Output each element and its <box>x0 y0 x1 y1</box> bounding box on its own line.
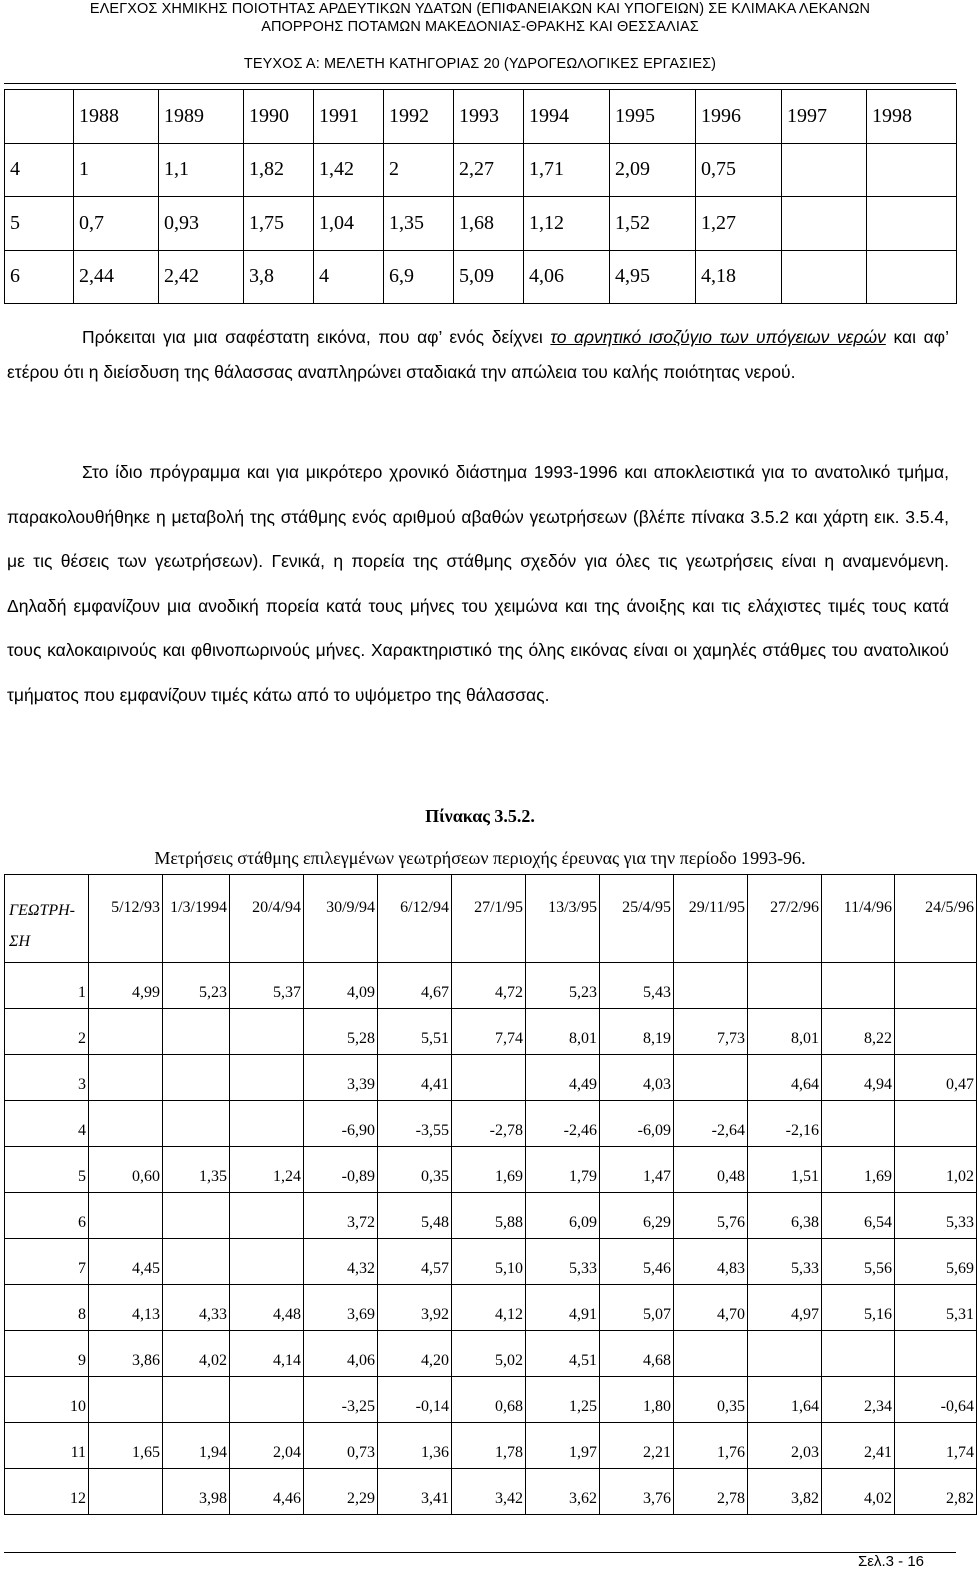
table2-cell <box>89 1009 163 1055</box>
table2-row <box>5 1331 977 1377</box>
table2-cell <box>163 1377 230 1423</box>
table2-cell <box>89 1193 163 1239</box>
table2-row <box>5 1285 977 1331</box>
table2-cell: 3,76 <box>600 1469 674 1515</box>
table2-cell <box>230 1377 304 1423</box>
table2-cell: 3,86 <box>89 1331 163 1377</box>
table2-cell: 5,51 <box>378 1009 452 1055</box>
table2-cell: 3,92 <box>378 1285 452 1331</box>
table2-cell: 0,35 <box>378 1147 452 1193</box>
table2-cell: 7,74 <box>452 1009 526 1055</box>
table2-cell: 5,23 <box>163 963 230 1009</box>
table2-cell: -0,64 <box>895 1377 977 1423</box>
table2-cell <box>163 1101 230 1147</box>
header-line-3: ΤΕΥΧΟΣ Α: ΜΕΛΕΤΗ ΚΑΤΗΓΟΡΙΑΣ 20 (ΥΔΡΟΓΕΩΛΟΓΙΚΕΣ ΕΡΓΑΣΙΕΣ) <box>243 56 717 72</box>
table2-cell: 5,02 <box>452 1331 526 1377</box>
table2-cell <box>895 963 977 1009</box>
table2-cell <box>822 963 895 1009</box>
table2-cell: -2,78 <box>452 1101 526 1147</box>
table1-cell <box>5 90 74 144</box>
table1-cell: 1998 <box>867 90 957 144</box>
table1-cell: 1988 <box>74 90 159 144</box>
table2-cell: 4,03 <box>600 1055 674 1101</box>
table1-cell: 2,27 <box>454 143 524 197</box>
table1-cell: 5 <box>5 197 74 251</box>
water-level-by-year-table <box>4 89 957 304</box>
table2-header-date: 6/12/94 <box>378 875 452 963</box>
table1-cell: 1995 <box>610 90 696 144</box>
table2-cell: 4,02 <box>822 1469 895 1515</box>
table2-cell <box>163 1009 230 1055</box>
table2-cell: 4,33 <box>163 1285 230 1331</box>
table2-cell: 4,91 <box>526 1285 600 1331</box>
table1-cell: 0,75 <box>696 143 782 197</box>
table2-cell: 4,72 <box>452 963 526 1009</box>
table1-cell: 4 <box>5 143 74 197</box>
table2-cell: 4,70 <box>674 1285 748 1331</box>
table2-cell: 5,76 <box>674 1193 748 1239</box>
table2-cell: 3,41 <box>378 1469 452 1515</box>
table2-header-date: 13/3/95 <box>526 875 600 963</box>
table1-cell: 1,68 <box>454 197 524 251</box>
table2-cell <box>89 1469 163 1515</box>
table2-cell: 4,97 <box>748 1285 822 1331</box>
table2-cell: 3,39 <box>304 1055 378 1101</box>
table1-cell: 2 <box>384 143 454 197</box>
table1-cell: 4 <box>314 250 384 304</box>
table2-cell <box>822 1101 895 1147</box>
table1-cell: 6 <box>5 250 74 304</box>
table1-cell: 1994 <box>524 90 610 144</box>
table2-cell: 4,94 <box>822 1055 895 1101</box>
table2-header-date: 27/1/95 <box>452 875 526 963</box>
table2-borehole-id: 12 <box>5 1469 89 1515</box>
table2-cell: 4,12 <box>452 1285 526 1331</box>
table2-cell <box>163 1193 230 1239</box>
table2-header-label: ΓΕΩΤΡΗ-ΣΗ <box>5 875 89 963</box>
table2-header-date: 27/2/96 <box>748 875 822 963</box>
table2-cell: 0,35 <box>674 1377 748 1423</box>
table2-row <box>5 1377 977 1423</box>
table2-cell: 5,46 <box>600 1239 674 1285</box>
page-number: Σελ.3 - 16 <box>858 1553 924 1570</box>
table2-cell: 4,41 <box>378 1055 452 1101</box>
table2-cell: 1,76 <box>674 1423 748 1469</box>
table1-cell <box>867 143 957 197</box>
table2-cell: 1,47 <box>600 1147 674 1193</box>
table2-cell: 3,98 <box>163 1469 230 1515</box>
borehole-level-table <box>4 874 977 1515</box>
table1-cell: 1997 <box>782 90 867 144</box>
table2-cell: 1,79 <box>526 1147 600 1193</box>
paragraph1-underlined: το αρνητικό ισοζύγιο των υπόγειων νερών <box>550 327 886 347</box>
table2-cell <box>230 1193 304 1239</box>
table2-cell: 5,37 <box>230 963 304 1009</box>
table2-cell <box>895 1101 977 1147</box>
table2-cell <box>89 1101 163 1147</box>
table2-cell: -2,46 <box>526 1101 600 1147</box>
table2-cell: 4,06 <box>304 1331 378 1377</box>
table2-cell: 1,36 <box>378 1423 452 1469</box>
table2-cell: 1,35 <box>163 1147 230 1193</box>
table2-header-date: 30/9/94 <box>304 875 378 963</box>
table2-cell <box>230 1101 304 1147</box>
table2-row <box>5 1147 977 1193</box>
table1-cell: 1,42 <box>314 143 384 197</box>
table2-borehole-id: 1 <box>5 963 89 1009</box>
paragraph-monitoring: Στο ίδιο πρόγραμμα και για μικρότερο χρονικό διάστημα 1993-1996 και αποκλειστικά για το ανατολικό τμήμα, παρακολουθήθηκε η μεταβολή της στάθμης ενός αριθμού αβαθών γεωτρήσεων (βλέπε πίνακα 3.5.2 και χάρτη εικ. 3.5.4, με τις θέσεις των γεωτρήσεων). Γενικά, η πορεία της στάθμης σχεδόν για όλες τις γεωτρήσεις είναι η αναμενόμενη. Δηλαδή εμφανίζουν μια ανοδική πορεία κατά τους μήνες του χειμώνα και της άνοιξης και τις ελάχιστες τιμές τους κατά τους καλοκαιρινούς και φθινοπωρινούς μήνες. Χαρακτηριστικό της όλης εικόνας είναι οι χαμηλές στάθμες του ανατολικού τμήματος που εμφανίζουν τιμές κάτω από το υψόμετρο της θάλασσας. <box>7 462 949 705</box>
table2-cell <box>748 1331 822 1377</box>
table2-borehole-id: 7 <box>5 1239 89 1285</box>
table2-cell: 4,64 <box>748 1055 822 1101</box>
table2-cell: 6,29 <box>600 1193 674 1239</box>
table1-cell: 1,82 <box>244 143 314 197</box>
table2-borehole-id: 3 <box>5 1055 89 1101</box>
paragraph1-part2: και αφ’ ετέρου ότι η διείσδυση της θάλασσας αναπληρώνει σταδιακά την απώλεια του καλής ποιότητας νερού. <box>7 327 949 382</box>
table2-row <box>5 1055 977 1101</box>
table2-cell: 4,32 <box>304 1239 378 1285</box>
table2-cell: -3,25 <box>304 1377 378 1423</box>
table2-cell <box>822 1331 895 1377</box>
table2-cell: 4,83 <box>674 1239 748 1285</box>
table2-cell: 7,73 <box>674 1009 748 1055</box>
table2-cell: -6,09 <box>600 1101 674 1147</box>
table2-cell: 4,45 <box>89 1239 163 1285</box>
table1-cell: 1 <box>74 143 159 197</box>
table2-borehole-id: 8 <box>5 1285 89 1331</box>
table1-cell: 1992 <box>384 90 454 144</box>
table2-cell: 4,48 <box>230 1285 304 1331</box>
table2-borehole-id: 9 <box>5 1331 89 1377</box>
table2-cell: 5,07 <box>600 1285 674 1331</box>
table2-row <box>5 1009 977 1055</box>
table2-row <box>5 1423 977 1469</box>
table1-cell <box>867 250 957 304</box>
table2-cell: 2,41 <box>822 1423 895 1469</box>
table2-cell: -3,55 <box>378 1101 452 1147</box>
table2-cell: 3,82 <box>748 1469 822 1515</box>
table2-cell <box>163 1055 230 1101</box>
table2-cell: 4,14 <box>230 1331 304 1377</box>
table1-cell: 1,35 <box>384 197 454 251</box>
table2-cell: 2,03 <box>748 1423 822 1469</box>
table2-cell: 6,09 <box>526 1193 600 1239</box>
table2-cell: 0,47 <box>895 1055 977 1101</box>
table1-cell <box>782 250 867 304</box>
table2-row <box>5 1193 977 1239</box>
table1-cell: 2,42 <box>159 250 244 304</box>
table2-header-date: 20/4/94 <box>230 875 304 963</box>
table2-cell: 8,19 <box>600 1009 674 1055</box>
table2-cell: 4,13 <box>89 1285 163 1331</box>
table2-cell: 1,78 <box>452 1423 526 1469</box>
table2-cell: 1,51 <box>748 1147 822 1193</box>
table2-title: Πίνακας 3.5.2. <box>425 806 535 826</box>
table1-row <box>5 250 957 304</box>
table1-cell: 1,1 <box>159 143 244 197</box>
table2-cell: -2,16 <box>748 1101 822 1147</box>
table2-header-date: 24/5/96 <box>895 875 977 963</box>
table1-body <box>5 90 957 304</box>
table2-cell: 4,99 <box>89 963 163 1009</box>
table2-cell <box>89 1055 163 1101</box>
table1-cell: 1990 <box>244 90 314 144</box>
table2-cell: 1,25 <box>526 1377 600 1423</box>
table2-cell: 4,20 <box>378 1331 452 1377</box>
table2-borehole-id: 11 <box>5 1423 89 1469</box>
table1-header-row <box>5 90 957 144</box>
table1-cell: 4,18 <box>696 250 782 304</box>
table2-cell: 0,48 <box>674 1147 748 1193</box>
table2-cell: 2,04 <box>230 1423 304 1469</box>
table2-cell: 1,65 <box>89 1423 163 1469</box>
table2-header-date: 1/3/1994 <box>163 875 230 963</box>
table2-cell: 1,74 <box>895 1423 977 1469</box>
table2-cell: -6,90 <box>304 1101 378 1147</box>
table1-cell: 1,27 <box>696 197 782 251</box>
table2-cell: -0,89 <box>304 1147 378 1193</box>
table2-cell: -2,64 <box>674 1101 748 1147</box>
table2-header-date: 25/4/95 <box>600 875 674 963</box>
table1-cell: 1,52 <box>610 197 696 251</box>
header-line-1: ΕΛΕΓΧΟΣ ΧΗΜΙΚΗΣ ΠΟΙΟΤΗΤΑΣ ΑΡΔΕΥΤΙΚΩΝ ΥΔΑΤΩΝ (ΕΠΙΦΑΝΕΙΑΚΩΝ ΚΑΙ ΥΠΟΓΕΙΩΝ) ΣΕ ΚΛΙΜΑΚΑ ΛΕΚΑΝΩΝ <box>89 1 871 17</box>
table2-cell: 1,80 <box>600 1377 674 1423</box>
table2-cell <box>674 963 748 1009</box>
table2-borehole-id: 6 <box>5 1193 89 1239</box>
table2-cell: 1,69 <box>452 1147 526 1193</box>
table2-cell: 5,33 <box>895 1193 977 1239</box>
table2-row <box>5 963 977 1009</box>
table1-cell <box>867 197 957 251</box>
table1-cell <box>782 143 867 197</box>
table2-cell: 2,21 <box>600 1423 674 1469</box>
table2-cell <box>895 1009 977 1055</box>
table2-cell: 5,69 <box>895 1239 977 1285</box>
table2-borehole-id: 5 <box>5 1147 89 1193</box>
header-line-2: ΑΠΟΡΡΟΗΣ ΠΟΤΑΜΩΝ ΜΑΚΕΔΟΝΙΑΣ-ΘΡΑΚΗΣ ΚΑΙ ΘΕΣΣΑΛΙΑΣ <box>261 19 699 35</box>
table2-cell: 1,97 <box>526 1423 600 1469</box>
table2-cell: 3,42 <box>452 1469 526 1515</box>
table2-body <box>5 875 977 1515</box>
table2-header-date: 29/11/95 <box>674 875 748 963</box>
table2-cell: 4,57 <box>378 1239 452 1285</box>
table2-header-date: 5/12/93 <box>89 875 163 963</box>
table2-cell: 1,64 <box>748 1377 822 1423</box>
table2-cell: 5,10 <box>452 1239 526 1285</box>
table2-cell: 8,22 <box>822 1009 895 1055</box>
table1-cell: 1,12 <box>524 197 610 251</box>
table2-cell: 5,28 <box>304 1009 378 1055</box>
table2-cell: 8,01 <box>748 1009 822 1055</box>
table1-cell: 0,93 <box>159 197 244 251</box>
table2-cell: 2,78 <box>674 1469 748 1515</box>
table2-cell: 4,67 <box>378 963 452 1009</box>
table1-cell: 1,71 <box>524 143 610 197</box>
table2-header-row <box>5 875 977 963</box>
table1-cell: 2,44 <box>74 250 159 304</box>
table1-cell: 4,06 <box>524 250 610 304</box>
table2-cell: 3,62 <box>526 1469 600 1515</box>
table2-cell <box>163 1239 230 1285</box>
table1-cell: 1,75 <box>244 197 314 251</box>
table2-cell: 6,54 <box>822 1193 895 1239</box>
table2-borehole-id: 4 <box>5 1101 89 1147</box>
table2-cell <box>674 1055 748 1101</box>
table2-cell <box>230 1055 304 1101</box>
table2-cell: 3,72 <box>304 1193 378 1239</box>
table2-cell: 1,02 <box>895 1147 977 1193</box>
paragraph1-part1: Πρόκειται για μια σαφέστατη εικόνα, που αφ’ ενός δείχνει <box>82 327 551 347</box>
table1-cell: 1989 <box>159 90 244 144</box>
table2-cell: 4,46 <box>230 1469 304 1515</box>
table2-cell: 5,88 <box>452 1193 526 1239</box>
table1-cell: 1996 <box>696 90 782 144</box>
table1-cell: 6,9 <box>384 250 454 304</box>
table2-cell: 5,56 <box>822 1239 895 1285</box>
table2-cell <box>674 1331 748 1377</box>
table2-cell: 5,48 <box>378 1193 452 1239</box>
table2-cell: 4,49 <box>526 1055 600 1101</box>
table2-cell: 4,51 <box>526 1331 600 1377</box>
table2-cell <box>89 1377 163 1423</box>
table2-cell: 1,24 <box>230 1147 304 1193</box>
header-divider <box>4 83 956 84</box>
table2-borehole-id: 2 <box>5 1009 89 1055</box>
table1-row <box>5 197 957 251</box>
table1-cell: 0,7 <box>74 197 159 251</box>
table1-row <box>5 143 957 197</box>
table1-cell: 1,04 <box>314 197 384 251</box>
table2-cell: -0,14 <box>378 1377 452 1423</box>
table2-cell: 5,31 <box>895 1285 977 1331</box>
table2-cell <box>895 1331 977 1377</box>
table1-cell: 5,09 <box>454 250 524 304</box>
table2-cell: 4,09 <box>304 963 378 1009</box>
footer-divider <box>4 1552 956 1553</box>
table2-cell: 0,60 <box>89 1147 163 1193</box>
table1-cell: 1991 <box>314 90 384 144</box>
table2-cell: 5,33 <box>748 1239 822 1285</box>
table2-cell: 0,68 <box>452 1377 526 1423</box>
table2-cell <box>452 1055 526 1101</box>
table2-header-date: 11/4/96 <box>822 875 895 963</box>
table2-cell: 8,01 <box>526 1009 600 1055</box>
table1-cell: 2,09 <box>610 143 696 197</box>
table2-borehole-id: 10 <box>5 1377 89 1423</box>
table2-cell: 1,69 <box>822 1147 895 1193</box>
table2-cell: 2,34 <box>822 1377 895 1423</box>
table2-cell: 6,38 <box>748 1193 822 1239</box>
table2-cell: 1,94 <box>163 1423 230 1469</box>
table1-cell <box>782 197 867 251</box>
table2-cell: 5,23 <box>526 963 600 1009</box>
table2-cell: 5,33 <box>526 1239 600 1285</box>
table1-cell: 3,8 <box>244 250 314 304</box>
table2-cell: 4,68 <box>600 1331 674 1377</box>
table2-cell: 2,29 <box>304 1469 378 1515</box>
table1-cell: 1993 <box>454 90 524 144</box>
table2-cell: 5,43 <box>600 963 674 1009</box>
table2-cell: 5,16 <box>822 1285 895 1331</box>
table2-cell <box>748 963 822 1009</box>
table2-cell: 2,82 <box>895 1469 977 1515</box>
table2-subtitle: Μετρήσεις στάθμης επιλεγμένων γεωτρήσεων περιοχής έρευνας για την περίοδο 1993-96. <box>154 848 806 868</box>
table1-cell: 4,95 <box>610 250 696 304</box>
paragraph-negative-balance <box>7 320 949 390</box>
table2-row <box>5 1101 977 1147</box>
table2-cell: 4,02 <box>163 1331 230 1377</box>
table2-row <box>5 1239 977 1285</box>
table2-cell <box>230 1009 304 1055</box>
table2-cell <box>230 1239 304 1285</box>
table2-cell: 0,73 <box>304 1423 378 1469</box>
table2-row <box>5 1469 977 1515</box>
table2-cell: 3,69 <box>304 1285 378 1331</box>
